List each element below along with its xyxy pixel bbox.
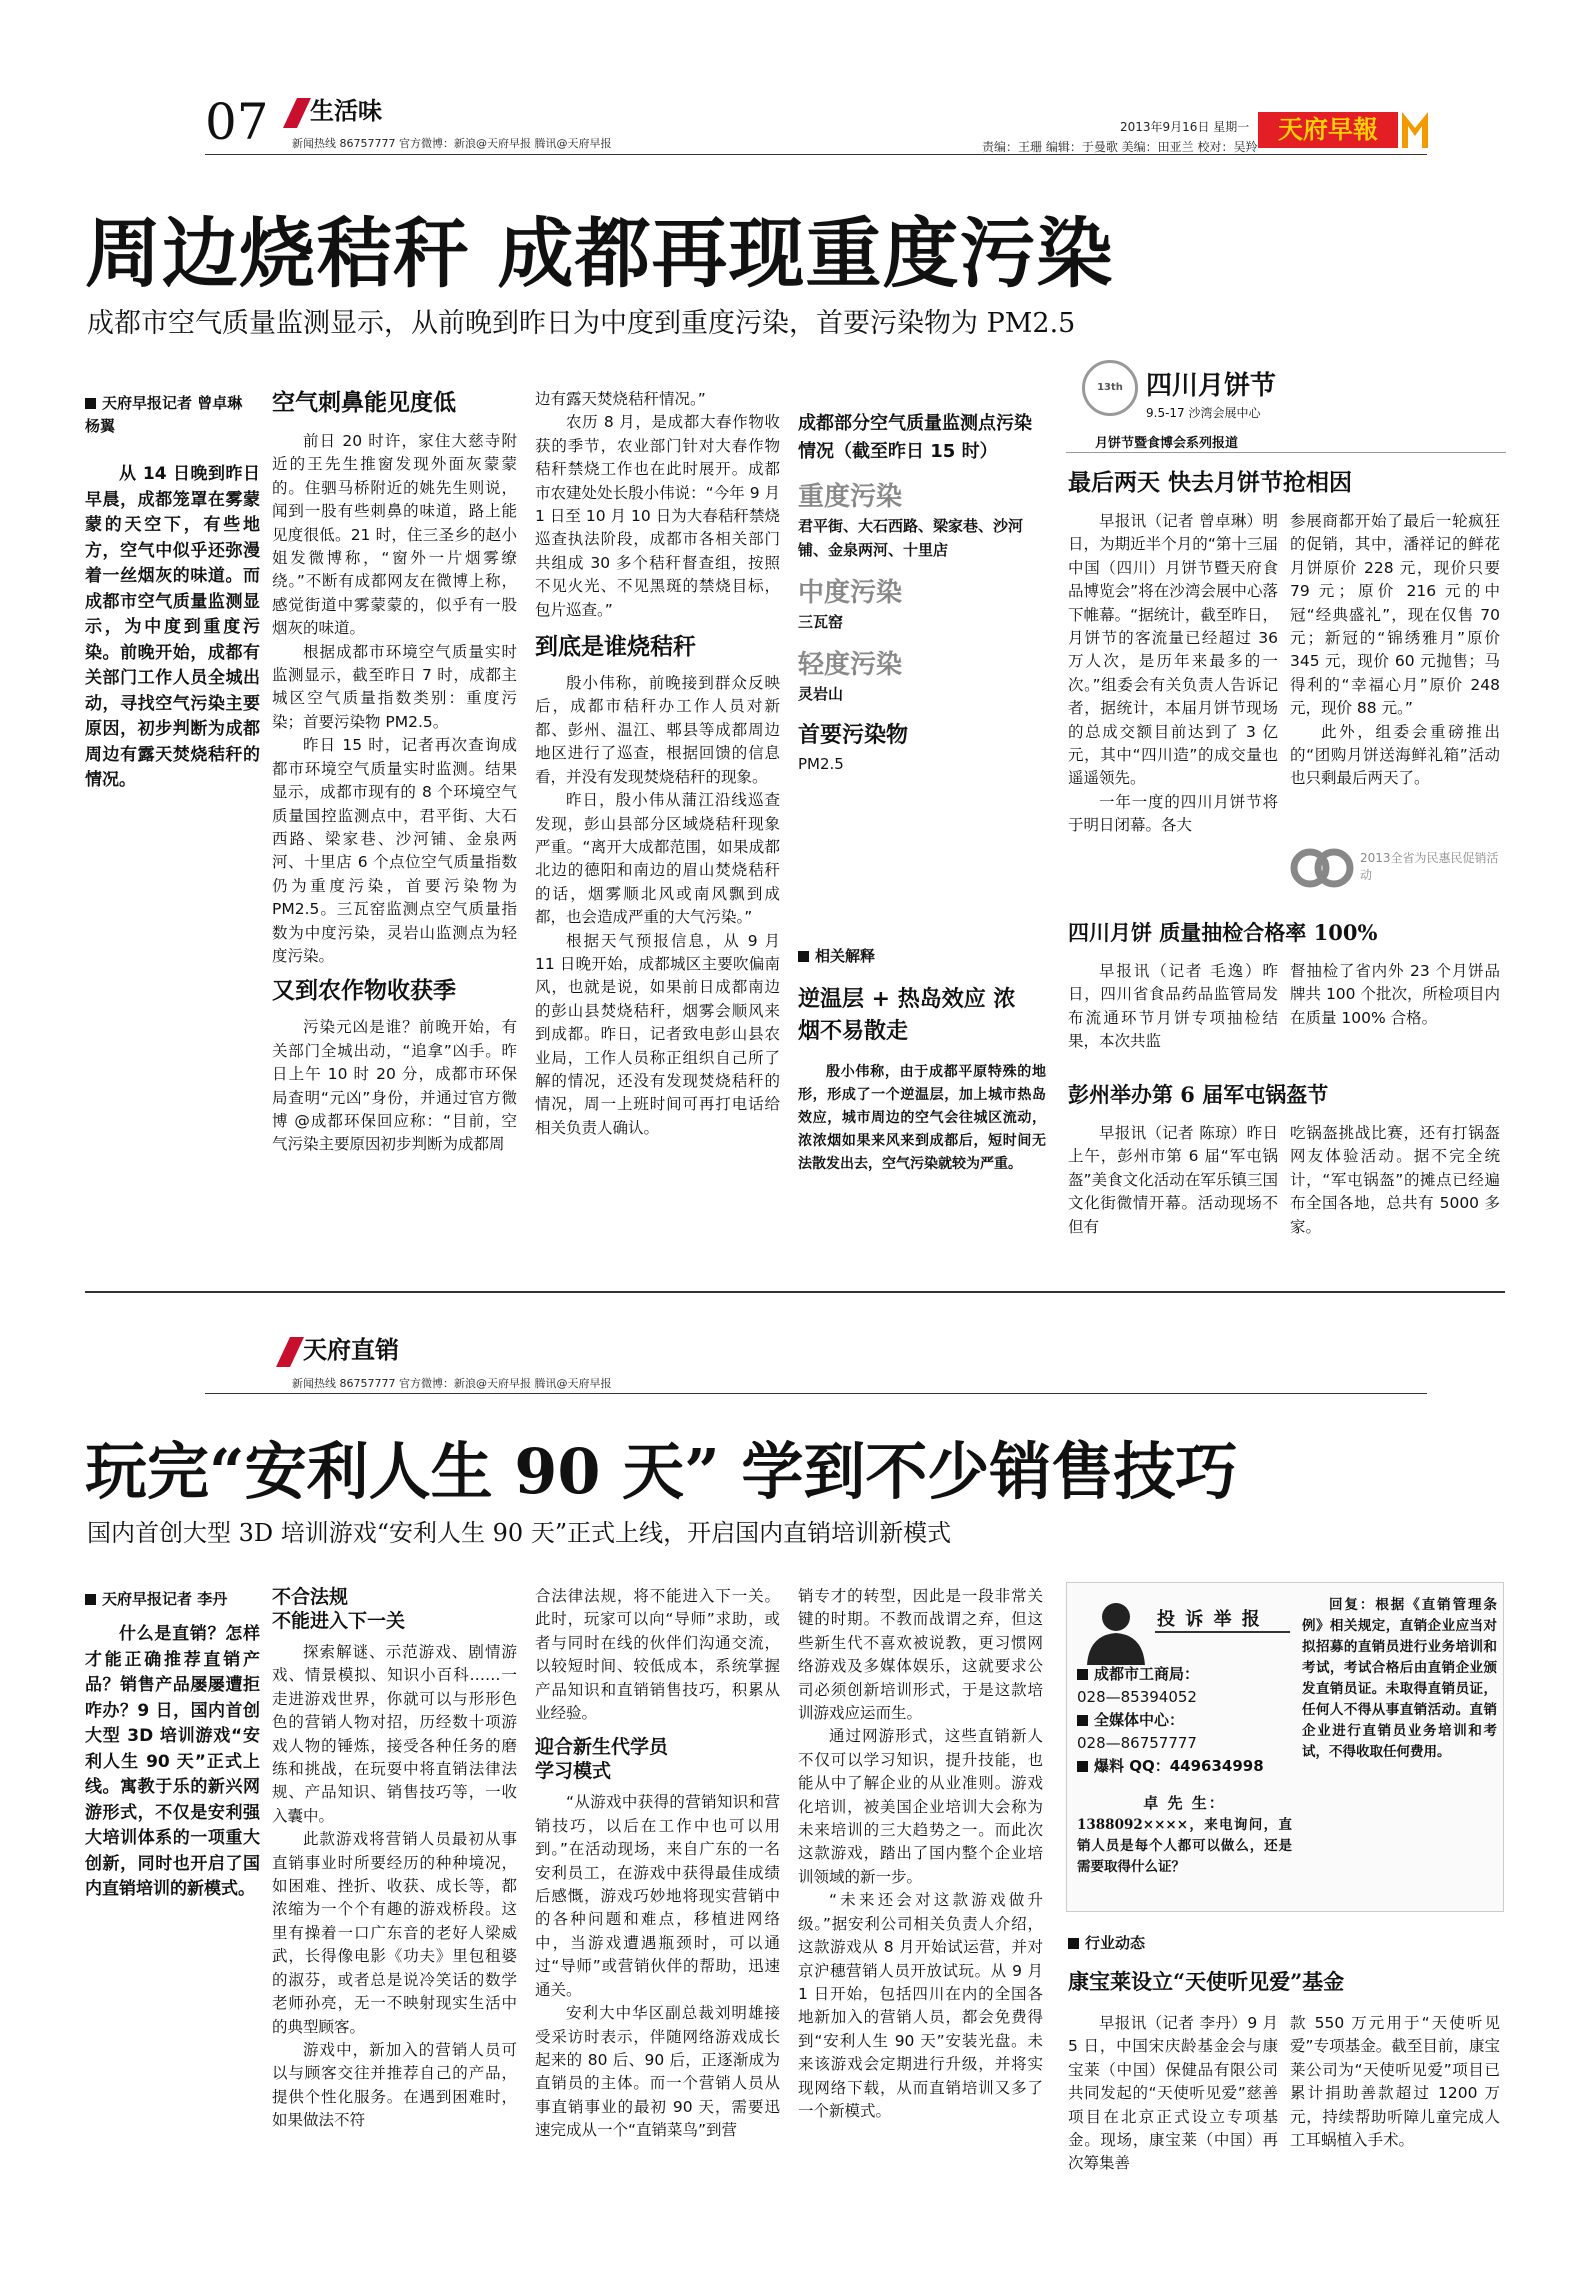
promo-badge-icon: [1290, 848, 1356, 888]
story2-subhead: 国内首创大型 3D 培训游戏“安利人生 90 天”正式上线，开启国内直销培训新模式: [87, 1519, 952, 1547]
story1-byline: 天府早报记者 曾卓琳 杨翼: [85, 394, 243, 435]
explanation-block: [798, 945, 1046, 1176]
complaint-title-rule: [1155, 1631, 1290, 1633]
explanation-kicker: 相关解释: [815, 947, 876, 965]
guokui-col-b: 吃锅盔挑战比赛，还有打锅盔网友体验活动。据不完全统计，“军屯锅盔”的摊点已经遍布全国各地，总共有 5000 多家。: [1290, 1124, 1500, 1236]
story2-byline: 天府早报记者 李丹: [85, 1588, 260, 1611]
main-pollutant-label: 首要污染物: [798, 723, 909, 748]
promo-badge: [1290, 848, 1500, 888]
story1-headline: 周边烧秸秆 成都再现重度污染: [85, 209, 1114, 298]
mooncake-col-a: 早报讯（记者 曾卓琳）明日，为期近半个月的“第十三届中国（四川）月饼节暨天府食品博览会”将在沙湾会展中心落下帷幕。“据统计，截至昨日，月饼节的客流量已经超过 36 万人次，是历年来最多的一次。”组委会有关负责人告诉记者，据统计，本届月饼节现场的总成交额目前达到了 3 亿元，其中“四川造”的成交量也遥遥领先。 一年一度的四川月饼节将于明日闭幕。各大: [1068, 512, 1278, 835]
bullet-square: [85, 1594, 96, 1605]
complaint-qq: 爆料 QQ：449634998: [1094, 1757, 1264, 1775]
page-number: 07: [205, 93, 269, 151]
media-center: 全媒体中心：: [1094, 1711, 1185, 1729]
light-sites: 灵岩山: [798, 685, 844, 703]
heavy-label: 重度污染: [798, 482, 903, 512]
industry-title: 康宝莱设立“天使听见爱”基金: [1068, 1969, 1345, 1994]
mooncake-rule: [1066, 452, 1506, 453]
header-rule: [205, 154, 1427, 155]
mooncake-logo-title: 四川月饼节: [1146, 371, 1277, 401]
section-title: 生活味: [310, 97, 382, 125]
industry-kicker: 行业动态: [1085, 1934, 1146, 1952]
mid-label: 中度污染: [798, 578, 903, 608]
subhead-who-burns: 到底是谁烧秸秆: [535, 633, 696, 661]
complaint-title: 投 诉 举 报: [1157, 1609, 1262, 1630]
explanation-body: 殷小伟称，由于成都平原特殊的地形，形成了一个逆温层，加上城市热岛效应，城市周边的空气会往城区流动，浓浓烟如果来风来到成都后，短时间无法散发出去，空气污染就较为严重。: [798, 1064, 1046, 1172]
story1-subhead: 成都市空气质量监测显示，从前晚到昨日为中度到重度污染，首要污染物为 PM2.5: [87, 308, 1076, 339]
story2-col2: 不合法规 不能进入下一关 探索解谜、示范游戏、剧情游戏、情景模拟、知识小百科……一走进游戏世界，你就可以与形形色色的营销人物对招，历经数十项游戏人物的锤炼，接受各种任务的磨练和挑战，在玩耍中将直销法律法规、产品知识、销售技巧等，一收入囊中。 此款游戏将营销人员最初从事直销事业时所要经历的种种境况，如困难、挫折、收获、成长等，都浓缩为一个个有趣的游戏桥段。这里有操着一口广东音的老好人梁威武，长得像电影《功夫》里包租婆的淑芬，或者总是说冷笑话的数学老师孙亮，无一不映射现实生活中的典型顾客。 游戏中，新加入的营销人员可以与顾客交往并推荐自己的产品，提供个性化服务。在遇到困难时，如果做法不符: [272, 1586, 517, 2130]
promo-badge-text: 2013全省为民惠民促销活动: [1360, 851, 1499, 882]
mooncake-h2: 四川月饼 质量抽检合格率 100%: [1068, 920, 1378, 945]
guokui-col-a: 早报讯（记者 陈琼）昨日上午，彭州市第 6 届“军屯锅盔”美食文化活动在军乐镇三国文化街微情开幕。活动现场不但有: [1068, 1124, 1278, 1236]
editors-line: 责编：王珊 编辑：于曼歌 美编：田亚兰 校对：吴羚: [982, 140, 1258, 154]
complaint-question: 1388092××××，来电询问，直销人员是每个人都可以做么，还是需要取得什么证？: [1077, 1817, 1292, 1875]
subhead-rules: 不合法规 不能进入下一关: [272, 1586, 406, 1632]
bullet-square: [1077, 1761, 1088, 1772]
mooncake-logo-num: 13th: [1097, 382, 1123, 393]
complaint-asker: 卓 先 生：: [1143, 1794, 1226, 1812]
bullet-square: [798, 951, 809, 962]
heavy-sites: 君平街、大石西路、梁家巷、沙河铺、金泉两河、十里店: [798, 517, 1024, 559]
main-pollutant: PM2.5: [798, 755, 844, 773]
mid-sites: 三瓦窑: [798, 613, 844, 631]
story2-col4: 销专才的转型，因此是一段非常关键的时期。不教而战谓之弃，但这些新生代不喜欢被说教，更习惯网络游戏及多媒体娱乐，这就要求公司必须创新培训形式，于是这款培训游戏应运而生。 通过网游形式，这些直销新人不仅可以学习知识，提升技能，也能从中了解企业的从业准则。游戏化培训，被美国企业培训大会称为未来培训的三大趋势之一。而此次这款游戏，踏出了国内整个企业培训领域的新一步。 “未来还会对这款游戏做升级。”据安利公司相关负责人介绍，这款游戏从 8 月开始试运营，并对京沪穗营销人员开放试玩。从 9 月 1 日开始，包括四川在内的全国各地新加入的营销人员，都会免费得到“安利人生 90 天”安装光盘。未来该游戏会定期进行升级，并将实现网络下载，从而直销培训又多了一个新模式。: [798, 1587, 1043, 2120]
section2-slash: [276, 1337, 304, 1367]
story1-col3: 边有露天焚烧秸秆情况。” 农历 8 月，是成都大春作物收获的季节，农业部门针对大春作物秸秆禁烧工作也在此时展开。成都市农建处处长殷小伟说：“今年 9 月 1 日至 10 月 10 日为大春秸秆禁烧巡查执法阶段，成都市各相关部门共组成 30 多个秸秆督查组，按照不见火光、不见黑斑的禁烧目标，包片巡查。” 到底是谁烧秸秆 殷小伟称，前晚接到群众反映后，成都市秸秆办工作人员对新都、彭州、温江、郫县等成都周边地区进行了巡查，根据回馈的信息看，并没有发现焚烧秸秆的现象。 昨日，殷小伟从蒲江沿线巡查发现，彭山县部分区域烧秸秆现象严重。“离开大成都范围，如果成都北边的德阳和南边的眉山焚烧秸秆的话，烟雾顺北风或南风飘到成都，也会造成严重的大气污染。” 根据天气预报信息，从 9 月 11 日晚开始，成都城区主要吹偏南风，也就是说，如果前日成都南边的彭山县焚烧秸秆，烟雾会顺风来到成都。昨日，记者致电彭山县农业局，工作人员称正组织自己所了解的情况，还没有发现焚烧秸秆的情况，周一上班时间可再打电话给相关负责人确认。: [535, 390, 780, 1137]
explanation-title: 逆温层 + 热岛效应 浓烟不易散走: [798, 986, 1016, 1044]
complaint-phone-2: 028—86757777: [1077, 1734, 1197, 1752]
brand-logo: 天府早報: [1258, 112, 1398, 148]
section-divider: [85, 1291, 1505, 1293]
subhead-newgen: 迎合新生代学员 学习模式: [535, 1736, 669, 1783]
section2-rule: [205, 1393, 1427, 1394]
mooncake-logo-date: 9.5-17 沙湾会展中心: [1146, 406, 1261, 420]
complaint-agency: 成都市工商局：: [1094, 1665, 1200, 1683]
section2-title: 天府直销: [303, 1336, 399, 1364]
complaint-box: [1066, 1582, 1504, 1912]
bullet-square: [1068, 1938, 1079, 1949]
mooncake-col-b: 参展商都开始了最后一轮疯狂的促销，其中，潘祥记的鲜花月饼原价 228 元，现价只要 79 元；原价 216 元的中冠“经典盛礼”，现在仅售 70 元；新冠的“锦绣雅月”原价 345 元，现价 60 元抛售；马得利的“幸福心月”原价 248 元，现价 88 元。” 此外，组委会重磅推出的“团购月饼送海鲜礼箱”活动也只剩最后两天了。: [1290, 512, 1500, 788]
industry-col-b: 款 550 万元用于“天使听见爱”专项基金。截至目前，康宝莱公司为“天使听见爱”项目已累计捐助善款超过 1200 万元，持续帮助听障儿童完成人工耳蜗植入手术。: [1290, 2014, 1500, 2150]
story1-col2: 空气刺鼻能见度低 前日 20 时许，家住大慈寺附近的王先生推窗发现外面灰蒙蒙的。住驷马桥附近的姚先生则说，闻到一股有些刺鼻的味道，路上能见度很低。21 时，住三圣乡的赵小姐发微博称，“窗外一片烟雾缭绕。”不断有成都网友在微博上称，感觉街道中雾蒙蒙的，似乎有一股烟灰的味道。 根据成都市环境空气质量实时监测显示，截至昨日 7 时，成都主城区空气质量指数类别：重度污染；首要污染物 PM2.5。 昨日 15 时，记者再次查询成都市环境空气质量实时监测。结果显示，成都市现有的 8 个环境空气质量国控监测点中，君平街、大石西路、梁家巷、沙河铺、金泉两河、十里店 6 个点位空气质量指数仍为重度污染，首要污染物为 PM2.5。三瓦窑监测点空气质量指数为中度污染，灵岩山监测点为轻度污染。 又到农作物收获季 污染元凶是谁？前晚开始，有关部门全城出动，“追拿”凶手。昨日上午 10 时 20 分，成都市环保局查明“元凶”身份，并通过官方微博 @成都环保回应称：“目前，空气污染主要原因初步判断为成都周: [272, 389, 517, 1154]
mooncake-logo-ring: [1082, 360, 1138, 416]
story2-headline: 玩完“安利人生 90 天” 学到不少销售技巧: [85, 1435, 1238, 1508]
issue-date: 2013年9月16日 星期一: [1120, 120, 1250, 134]
brand-mark-icon: [1402, 112, 1428, 148]
quality-col-a: 早报讯（记者 毛逸）昨日，四川省食品药品监管局发布流通环节月饼专项抽检结果，本次共监: [1068, 962, 1278, 1051]
light-label: 轻度污染: [798, 650, 903, 680]
complaint-phone-1: 028—85394052: [1077, 1688, 1197, 1706]
bullet-square: [1077, 1715, 1088, 1726]
complaint-answer: 回复：根据《直销管理条例》相关规定，直销企业应当对拟招募的直销员进行业务培训和考试，考试合格后由直销企业颁发直销员证。未取得直销员证，任何人不得从事直销活动。直销企业进行直销员业务培训和考试，不得收取任何费用。: [1302, 1597, 1497, 1760]
header-meta: 新闻热线 86757777 官方微博：新浪@天府早报 腾讯@天府早报: [292, 137, 612, 150]
quality-col-b: 督抽检了省内外 23 个月饼品牌共 100 个批次，所检项目内在质量 100% 合格。: [1290, 962, 1500, 1027]
mooncake-series: 月饼节暨食博会系列报道: [1095, 436, 1239, 451]
story1-lead: 从 14 日晚到昨日早晨，成都笼罩在雾蒙蒙的天空下，有些地方，空气中似乎还弥漫着一丝烟灰的味道。而成都市空气质量监测显示，为中度到重度污染。前晚开始，成都有关部门工作人员全城出动，寻找空气污染主要原因，初步判断为成都周边有露天焚烧秸秆的情况。: [85, 464, 260, 790]
story2-col3: 合法律法规，将不能进入下一关。此时，玩家可以向“导师”求助，或者与同时在线的伙伴们沟通交流，以较短时间、较低成本，系统掌握产品知识和直销销售技巧，积累从业经验。 迎合新生代学员 学习模式 “从游戏中获得的营销知识和营销技巧，以后在工作中也可以用到。”在活动现场，来自广东的一名安利员工，在游戏中获得最佳成绩后感慨，游戏巧妙地将现实营销中的各种问题和难点，移植进网络中，当游戏遭遇瓶颈时，可以通过“导师”或营销伙伴的帮助，迅速通关。 安利大中华区副总裁刘明雄接受采访时表示，伴随网络游戏成长起来的 80 后、90 后，正逐渐成为直销员的主体。而一个营销人员从事直销事业的最初 90 天，需要迅速完成从一个“直销菜鸟”到营: [535, 1587, 780, 2140]
pollution-box-title: 成都部分空气质量监测点污染情况（截至昨日 15 时）: [798, 413, 1032, 462]
section2-meta: 新闻热线 86757777 官方微博：新浪@天府早报 腾讯@天府早报: [292, 1377, 612, 1390]
pollution-box: [798, 410, 1046, 776]
bullet-square: [1077, 1669, 1088, 1680]
subhead-visibility: 空气刺鼻能见度低: [272, 389, 456, 416]
subhead-harvest: 又到农作物收获季: [272, 977, 456, 1005]
person-silhouette-icon: [1081, 1595, 1151, 1665]
section-slash: [283, 98, 311, 128]
story2-lead: 什么是直销？怎样才能正确推荐直销产品？销售产品屡屡遭拒咋办？9 日，国内首创大型 3D 培训游戏“安利人生 90 天”正式上线。寓教于乐的新兴网游形式，不仅是安利强大培训体系的一项重大创新，同时也开启了国内直销培训的新模式。: [85, 1624, 260, 1899]
industry-block: [1068, 1932, 1506, 1996]
mooncake-h1: 最后两天 快去月饼节抢相因: [1068, 469, 1353, 496]
bullet-square: [85, 398, 96, 409]
mooncake-h3: 彭州举办第 6 届军屯锅盔节: [1068, 1082, 1329, 1107]
industry-col-a: 早报讯（记者 李丹）9 月 5 日，中国宋庆龄基金会与康宝莱（中国）保健品有限公司共同发起的“天使听见爱”慈善项目在北京正式设立专项基金。现场，康宝莱（中国）再次筹集善: [1068, 2014, 1278, 2173]
